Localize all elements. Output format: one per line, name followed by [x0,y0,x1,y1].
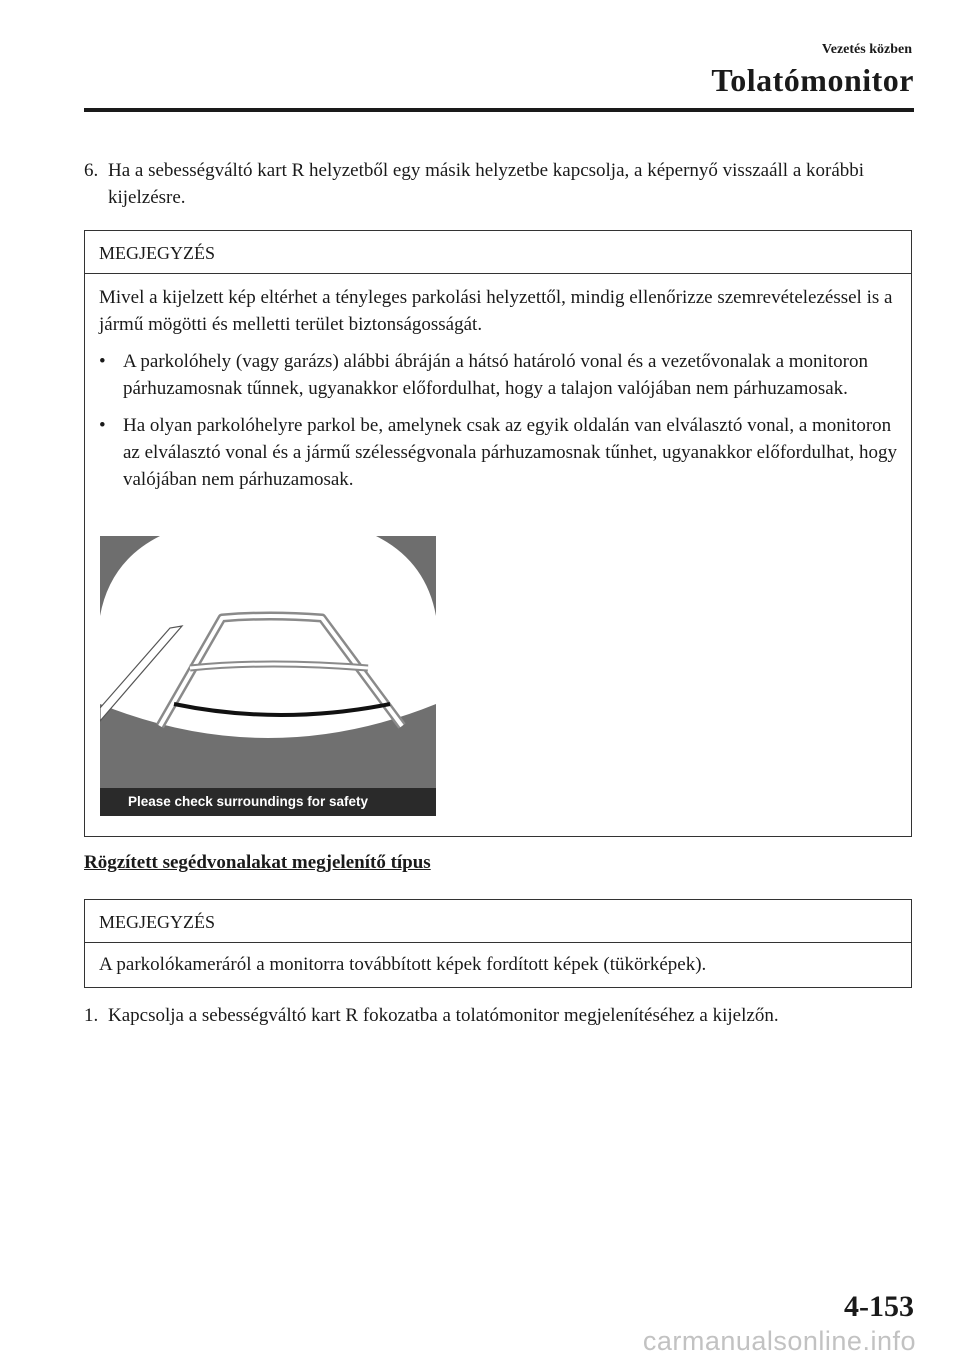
note-2-text: A parkolókameráról a monitorra továbbított képek fordított képek (tükörképek). [99,954,707,975]
note-1-bullet-1-text: A parkolóhely (vagy garázs) alábbi ábráján a hátsó határoló vonal és a vezetővonalak a monitoron párhuzamosnak tűnnek, ugyanakkor előfordulhat, hogy a talajon valójában nem párhuzamosak. [123,351,868,399]
note-box-2 [84,899,912,988]
section-label: Vezetés közben [821,42,912,57]
note-1-intro: Mivel a kijelzett kép eltérhet a tényleges parkolási helyzettől, mindig ellenőrizze szemrevételezéssel is a jármű mögötti és melletti terület biztonságosságát. [99,287,893,335]
step-6-number: 6. [84,160,99,181]
header-rule [84,108,914,112]
bullet-icon: • [99,351,106,372]
step-6-text: Ha a sebességváltó kart R helyzetből egy másik helyzetbe kapcsolja, a képernyő visszaáll a korábbi kijelzésre. [108,160,865,208]
note-1-bullet-1 [99,348,897,402]
step-1-number: 1. [84,1005,99,1026]
rear-camera-illustration [100,536,436,816]
step-1-text: Kapcsolja a sebességváltó kart R fokozatba a tolatómonitor megjelenítéséhez a kijelzőn. [108,1005,779,1026]
note-2-heading: MEGJEGYZÉS [85,900,911,943]
step-1 [84,1002,934,1029]
camera-caption: Please check surroundings for safety [127,794,369,809]
note-1-bullet-2-text: Ha olyan parkolóhelyre parkol be, amelynek csak az egyik oldalán van elválasztó vonal, a monitoron az elválasztó vonal és a jármű szélességvonala párhuzamosnak tűnhet, ugyanakkor előfordulhat, hogy valójában nem párhuzamosak. [123,415,897,490]
bullet-icon: • [99,415,106,436]
watermark: carmanualsonline.info [642,1326,916,1356]
page-number: 4-153 [844,1290,914,1323]
note-1-bullet-2 [99,412,897,493]
chapter-title: Tolatómonitor [711,62,914,98]
note-1-heading: MEGJEGYZÉS [85,231,911,274]
subheading: Rögzített segédvonalakat megjelenítő típus [84,852,431,873]
step-6 [84,157,914,211]
note-2-body [85,943,911,978]
note-1-body [85,274,911,493]
